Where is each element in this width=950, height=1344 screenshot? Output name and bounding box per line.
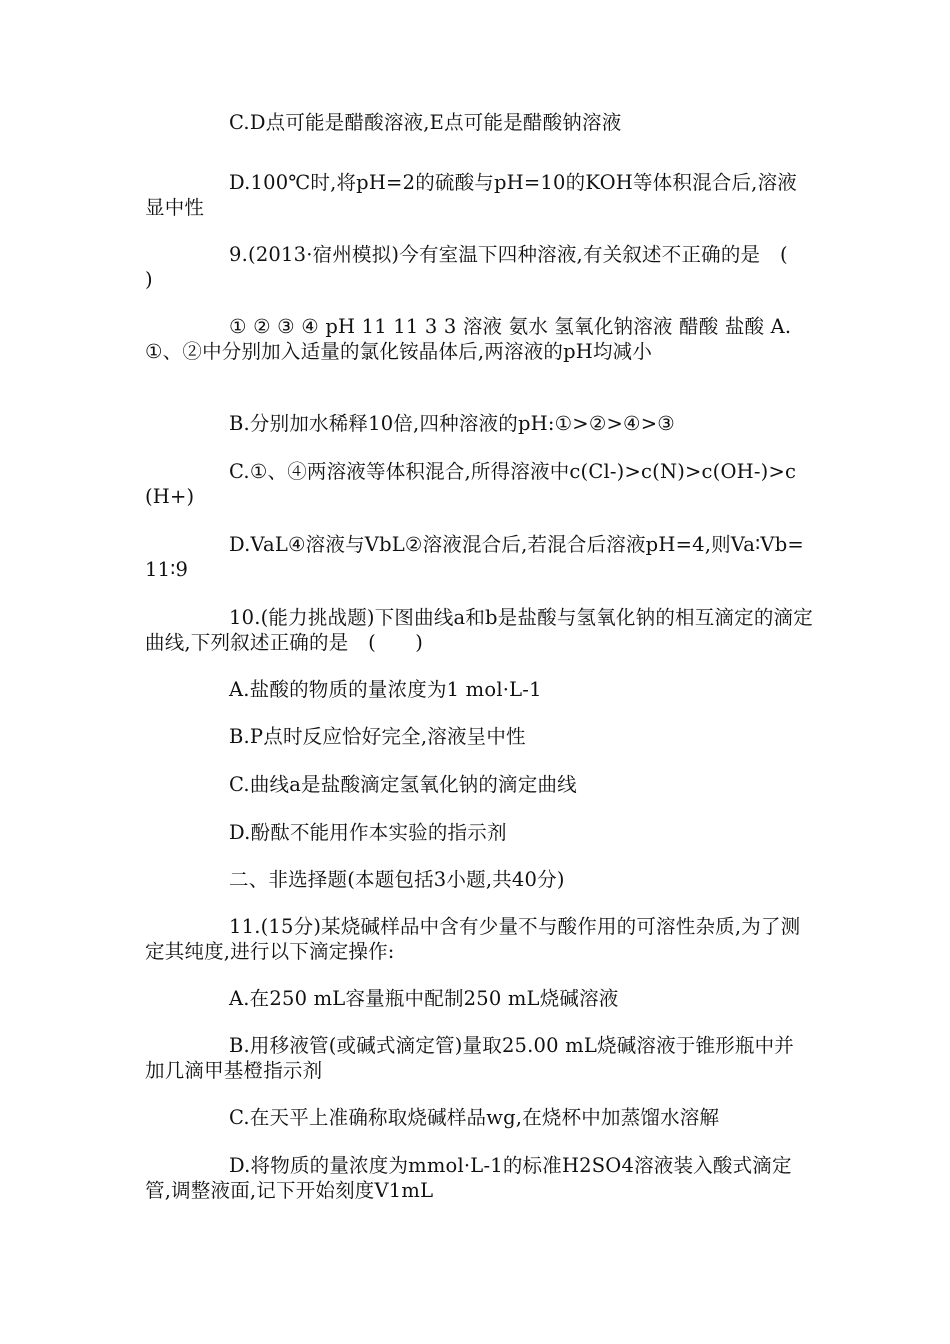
option-c-q10: C.曲线a是盐酸滴定氢氧化钠的滴定曲线 <box>229 773 577 796</box>
step-d-q11: D.将物质的量浓度为mmol·L-1的标准H2SO4溶液装入酸式滴定管,调整液面,记下开始刻度V1mL <box>145 1154 792 1202</box>
step-a-q11: A.在250 mL容量瓶中配制250 mL烧碱溶液 <box>229 987 619 1010</box>
question-10-stem: 10.(能力挑战题)下图曲线a和b是盐酸与氢氧化钠的相互滴定的滴定曲线,下列叙述正确的是 ( ) <box>145 606 813 654</box>
question-11-stem: 11.(15分)某烧碱样品中含有少量不与酸作用的可溶性杂质,为了测定其纯度,进行以下滴定操作: <box>145 915 801 963</box>
option-b-q9: B.分别加水稀释10倍,四种溶液的pH:①>②>④>③ <box>229 412 675 435</box>
option-c-q8: C.D点可能是醋酸溶液,E点可能是醋酸钠溶液 <box>229 111 622 134</box>
step-c-q11: C.在天平上准确称取烧碱样品wg,在烧杯中加蒸馏水溶解 <box>229 1106 720 1129</box>
step-b-q11: B.用移液管(或碱式滴定管)量取25.00 mL烧碱溶液于锥形瓶中并加几滴甲基橙指示剂 <box>145 1034 795 1082</box>
section-heading-non-choice: 二、非选择题(本题包括3小题,共40分) <box>229 868 565 891</box>
option-d-q10: D.酚酞不能用作本实验的指示剂 <box>229 821 507 844</box>
option-d-q8: D.100℃时,将pH=2的硫酸与pH=10的KOH等体积混合后,溶液显中性 <box>145 171 797 219</box>
question-9-table-and-option-a: ① ② ③ ④ pH 11 11 3 3 溶液 氨水 氢氧化钠溶液 醋酸 盐酸 A.①、②中分别加入适量的氯化铵晶体后,两溶液的pH均减小 <box>145 315 792 363</box>
option-c-q9: C.①、④两溶液等体积混合,所得溶液中c(Cl-)>c(N)>c(OH-)>c(H+) <box>145 460 797 508</box>
question-9-stem: 9.(2013·宿州模拟)今有室温下四种溶液,有关叙述不正确的是 ( ) <box>145 243 828 291</box>
option-d-q9: D.VaL④溶液与VbL②溶液混合后,若混合后溶液pH=4,则Va∶Vb=11∶9 <box>145 533 804 581</box>
option-b-q10: B.P点时反应恰好完全,溶液呈中性 <box>229 725 526 748</box>
option-a-q10: A.盐酸的物质的量浓度为1 mol·L-1 <box>229 678 542 701</box>
